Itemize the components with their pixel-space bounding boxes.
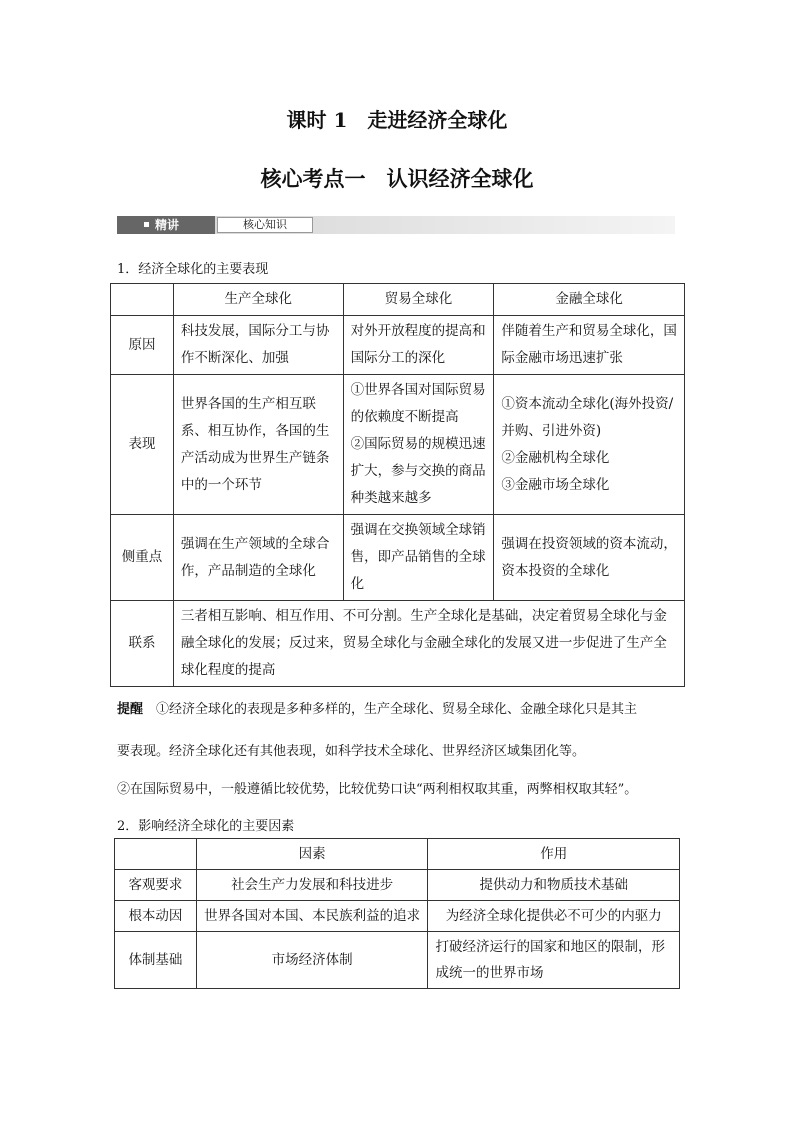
table-row — [111, 601, 685, 687]
tip-line-2: 要表现。经济全球化还有其他表现，如科学技术全球化、世界经济区域集团化等。 — [117, 744, 586, 759]
table-cell: 强调在生产领域的全球合作，产品制造的全球化 — [173, 515, 343, 601]
banner-main — [117, 216, 215, 234]
lesson-title: 课时 1 走进经济全球化 — [286, 108, 508, 132]
table-row — [111, 515, 685, 601]
row-label: 根本动因 — [115, 901, 197, 932]
table-cell: 世界各国对本国、本民族利益的追求 — [196, 901, 428, 932]
table-cell: 科技发展，国际分工与协作不断深化、加强 — [173, 316, 343, 375]
table-header-cell: 因素 — [196, 839, 428, 870]
table-header-row — [111, 284, 685, 316]
tip-line-3: ②在国际贸易中，一般遵循比较优势，比较优势口诀“两利相权取其重，两弊相权取其轻”。 — [117, 782, 638, 797]
table-cell: 打破经济运行的国家和地区的限制，形成统一的世界市场 — [428, 932, 680, 989]
table-cell: 世界各国的生产相互联系、相互协作，各国的生产活动成为世界生产链条中的一个环节 — [173, 375, 343, 515]
row-label: 表现 — [111, 375, 174, 515]
table-cell: 强调在交换领域全球销售，即产品销售的全球化 — [343, 515, 494, 601]
table-row — [111, 316, 685, 375]
table-row — [111, 375, 685, 515]
table-cell: ①资本流动全球化(海外投资/并购、引进外资) ②金融机构全球化 ③金融市场全球化 — [494, 375, 685, 515]
row-label: 体制基础 — [115, 932, 197, 989]
table-header-cell: 贸易全球化 — [343, 284, 494, 316]
table-cell: 对外开放程度的提高和国际分工的深化 — [343, 316, 494, 375]
row-label: 侧重点 — [111, 515, 174, 601]
key-point-title: 核心考点一 认识经济全球化 — [260, 166, 534, 191]
table-row — [115, 870, 680, 901]
table-cell: 三者相互影响、相互作用、不可分割。生产全球化是基础，决定着贸易全球化与金融全球化的发展；反过来，贸易全球化与金融全球化的发展又进一步促进了生产全球化程度的提高 — [173, 601, 684, 687]
table-header-row — [115, 839, 680, 870]
tip-line-1 — [117, 698, 687, 717]
table-header-cell: 生产全球化 — [173, 284, 343, 316]
section-2-heading: 2．影响经济全球化的主要因素 — [117, 819, 295, 834]
square-bullet-icon — [144, 222, 149, 227]
table-cell: 伴随着生产和贸易全球化，国际金融市场迅速扩张 — [494, 316, 685, 375]
table-header-cell: 作用 — [428, 839, 680, 870]
table-cell: 强调在投资领域的资本流动，资本投资的全球化 — [494, 515, 685, 601]
table-cell: 为经济全球化提供必不可少的内驱力 — [428, 901, 680, 932]
globalization-forms-table — [110, 283, 685, 687]
section-1-heading: 1．经济全球化的主要表现 — [117, 262, 269, 277]
table-row — [115, 901, 680, 932]
tip-text: ①经济全球化的表现是多种多样的，生产全球化、贸易全球化、金融全球化只是其主 — [143, 702, 638, 717]
row-label: 原因 — [111, 316, 174, 375]
table-cell: 社会生产力发展和科技进步 — [196, 870, 428, 901]
table-header-cell — [115, 839, 197, 870]
table-cell: 市场经济体制 — [196, 932, 428, 989]
row-label: 客观要求 — [115, 870, 197, 901]
table-cell: ①世界各国对国际贸易的依赖度不断提高 ②国际贸易的规模迅速扩大，参与交换的商品种类越来越多 — [343, 375, 494, 515]
banner-tag: 核心知识 — [217, 217, 313, 233]
banner-main-label: 精讲 — [155, 218, 180, 232]
tip-label: 提醒 — [117, 702, 144, 717]
table-header-cell: 金融全球化 — [494, 284, 685, 316]
table-row — [115, 932, 680, 989]
table-header-cell — [111, 284, 174, 316]
section-banner — [117, 216, 675, 234]
row-label: 联系 — [111, 601, 174, 687]
globalization-factors-table — [114, 838, 680, 989]
table-cell: 提供动力和物质技术基础 — [428, 870, 680, 901]
